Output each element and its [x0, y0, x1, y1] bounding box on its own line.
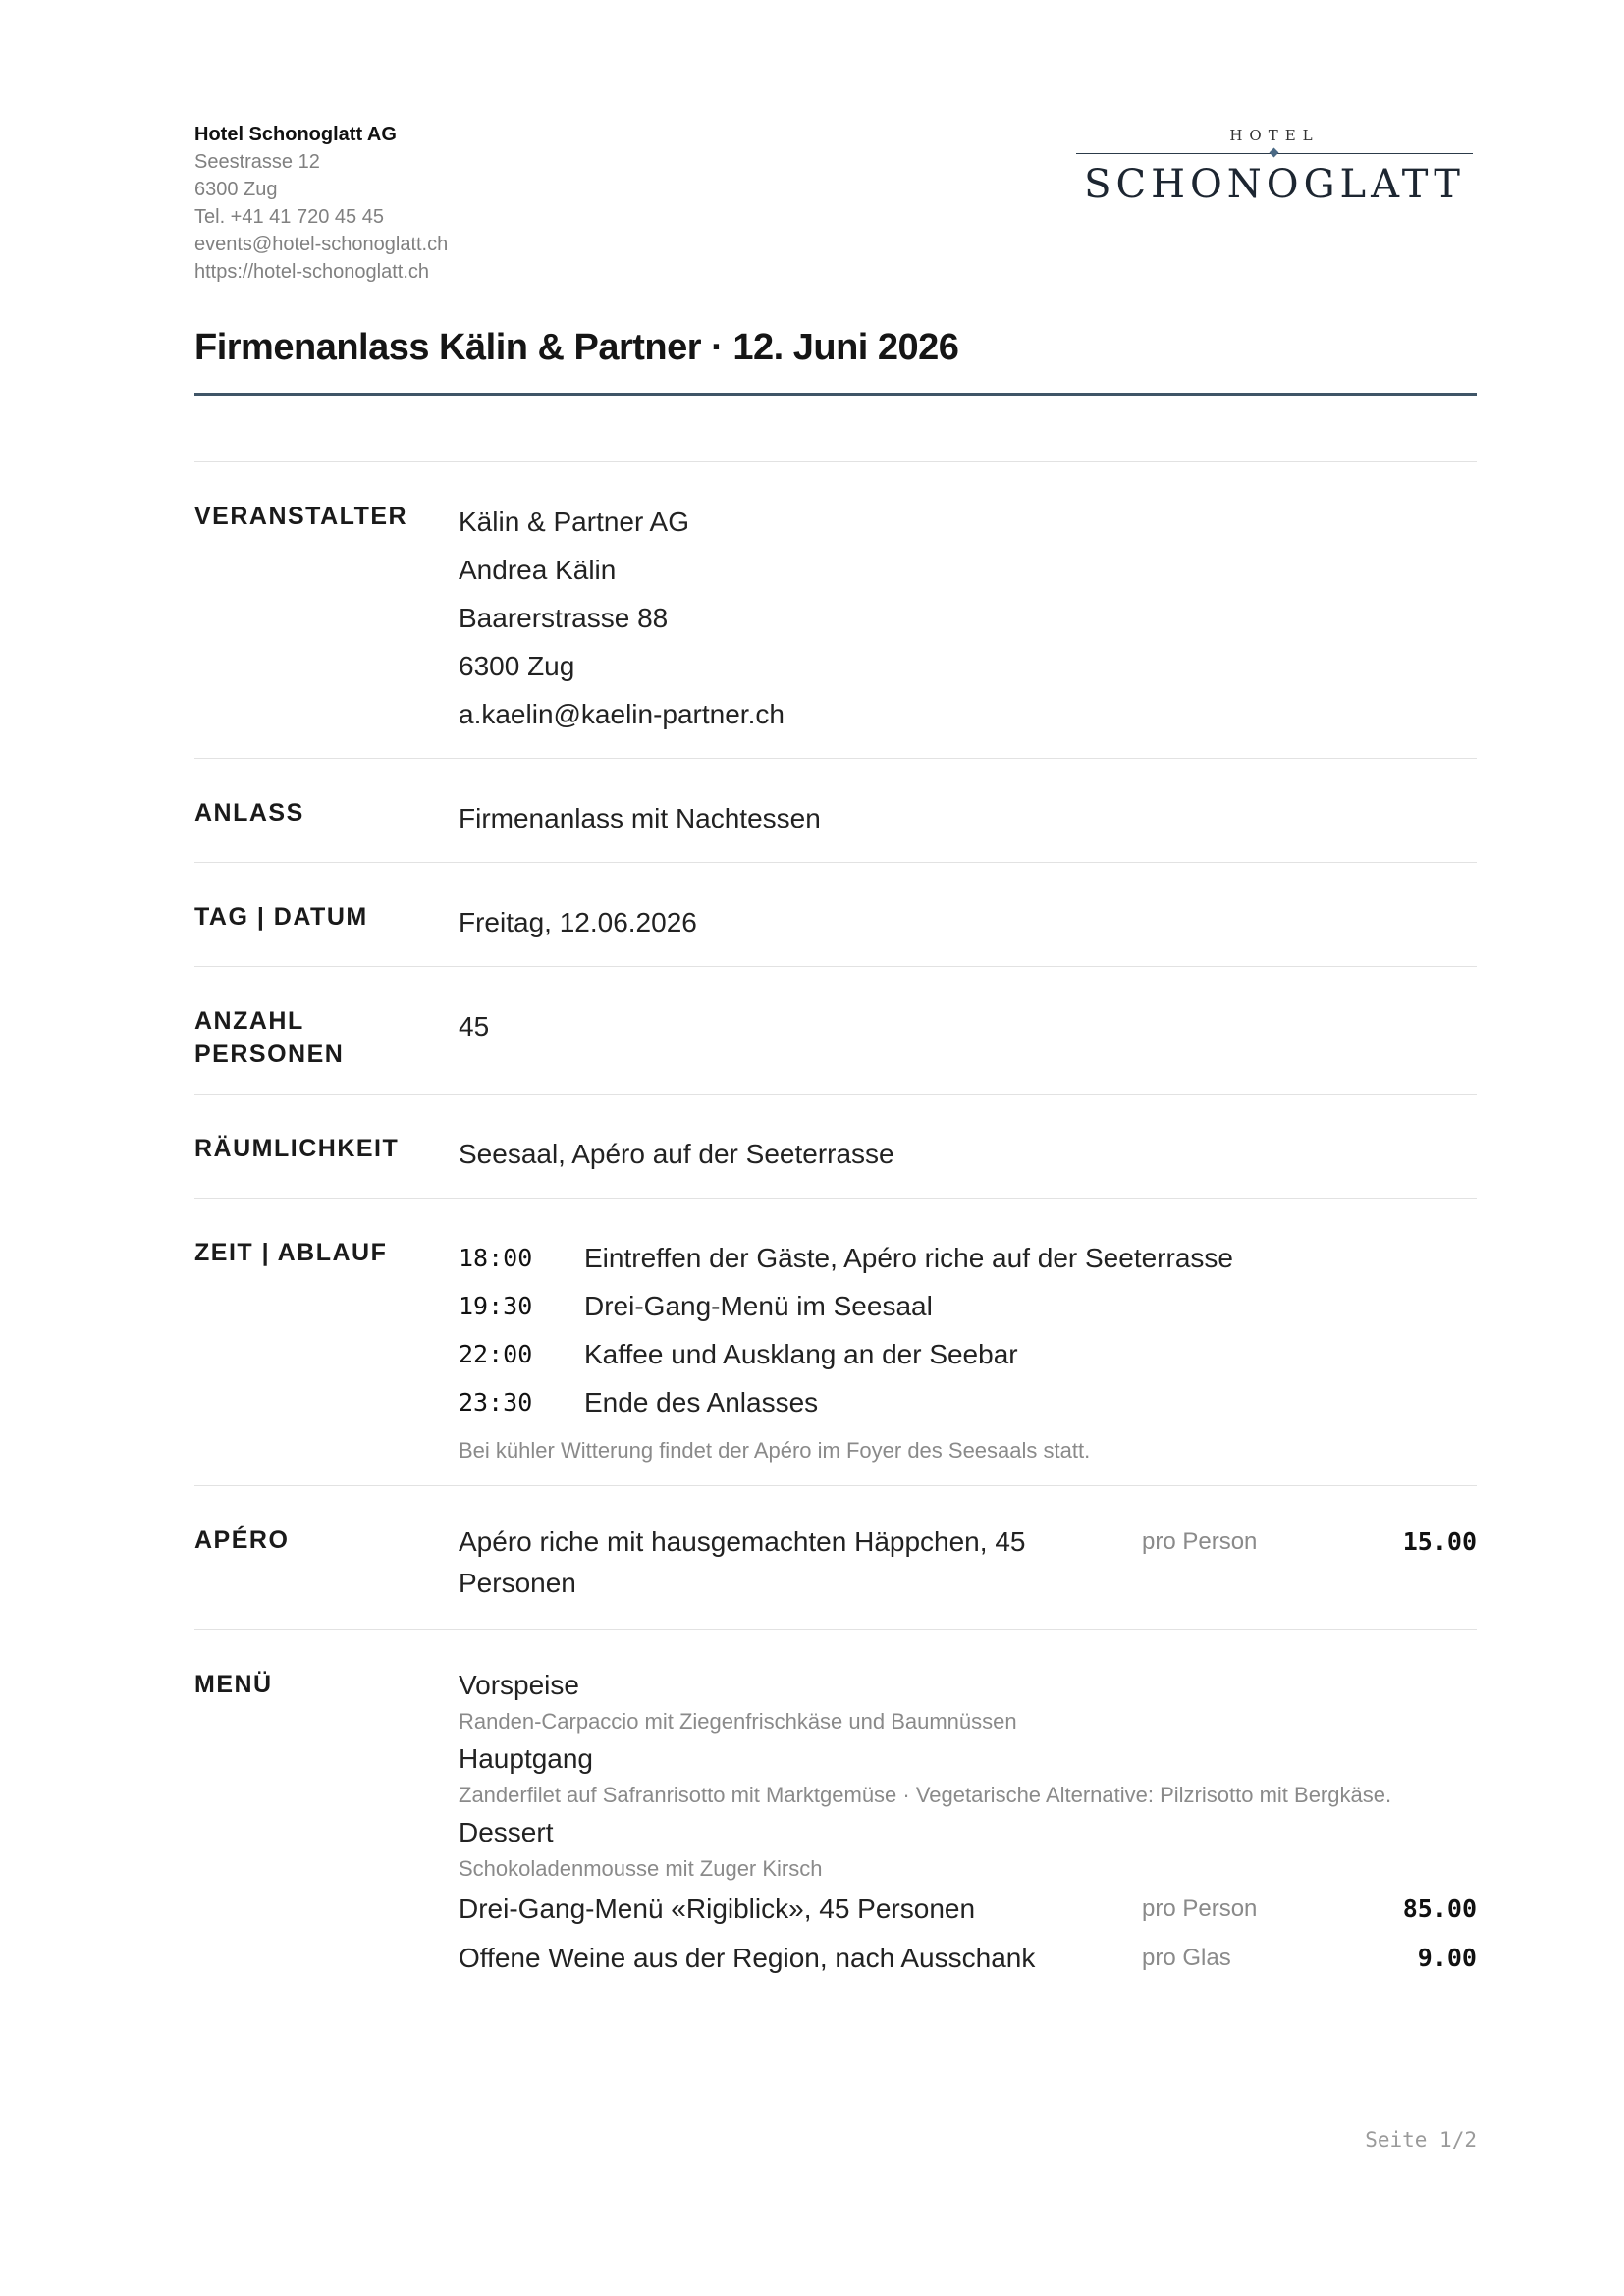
row-raum: [194, 1094, 1477, 1198]
course-name: Hauptgang: [459, 1743, 594, 1774]
price-description: Apéro riche mit hausgemachten Häppchen, 45 Personen: [459, 1526, 1026, 1598]
row-label: APÉRO: [194, 1526, 290, 1554]
organizer-contact: Andrea Kälin: [459, 555, 617, 585]
timeline-time: 19:30: [459, 1292, 533, 1320]
row-ablauf: [194, 1198, 1477, 1485]
row-anlass: [194, 758, 1477, 862]
price-amount: 85.00: [1402, 1895, 1477, 1923]
timeline-text: Eintreffen der Gäste, Apéro riche auf der Seeterrasse: [584, 1243, 1233, 1273]
timeline-text: Ende des Anlasses: [584, 1387, 819, 1417]
row-content: [459, 863, 1477, 966]
timeline-note: Bei kühler Witterung findet der Apéro im Foyer des Seesaals statt.: [459, 1438, 1091, 1463]
course-description: Randen-Carpaccio mit Ziegenfrischkäse und Baumnüssen: [459, 1709, 1017, 1734]
logo-hotel-text: HOTEL: [1229, 127, 1320, 144]
row-label: ANZAHL PERSONEN: [194, 1007, 345, 1068]
logo-rule: [1076, 146, 1473, 160]
hotel-logo: [1076, 125, 1473, 209]
row-label: RÄUMLICHKEIT: [194, 1135, 400, 1162]
sender-website: https://hotel-schonoglatt.ch: [194, 261, 430, 283]
event-type: Firmenanlass mit Nachtessen: [459, 803, 821, 833]
price-amount: 9.00: [1417, 1944, 1477, 1972]
organizer-company: Kälin & Partner AG: [459, 507, 690, 537]
price-unit: pro Person: [1142, 1896, 1258, 1922]
price-unit: pro Person: [1142, 1528, 1258, 1555]
course-description: Zanderfilet auf Safranrisotto mit Marktgemüse · Vegetarische Alternative: Pilzrisotto mit Bergkäse.: [459, 1783, 1392, 1807]
timeline-time: 23:30: [459, 1388, 533, 1416]
sender-city: 6300 Zug: [194, 179, 278, 200]
row-content: [459, 462, 1477, 758]
timeline-time: 18:00: [459, 1244, 533, 1272]
organizer-street: Baarerstrasse 88: [459, 603, 669, 633]
price-unit: pro Glas: [1142, 1945, 1231, 1971]
sender-phone: Tel. +41 41 720 45 45: [194, 206, 384, 228]
sender-email: events@hotel-schonoglatt.ch: [194, 234, 449, 255]
row-veranstalter: [194, 461, 1477, 758]
row-label: ANLASS: [194, 799, 304, 827]
row-label: ZEIT | ABLAUF: [194, 1239, 388, 1266]
organizer-email: a.kaelin@kaelin-partner.ch: [459, 699, 785, 729]
timeline-item: [459, 1234, 1477, 1282]
row-content: [459, 759, 1477, 862]
row-label: TAG | DATUM: [194, 903, 368, 931]
row-label: VERANSTALTER: [194, 503, 408, 530]
timeline-item: [459, 1330, 1477, 1378]
price-line: [459, 1889, 1477, 1930]
price-line: [459, 1522, 1477, 1604]
row-content: [459, 1199, 1477, 1485]
course-name: Dessert: [459, 1817, 554, 1847]
timeline-text: Drei-Gang-Menü im Seesaal: [584, 1291, 933, 1321]
logo-name-text: SCHONOGLATT: [1084, 162, 1465, 207]
venue: Seesaal, Apéro auf der Seeterrasse: [459, 1139, 894, 1169]
price-description: Offene Weine aus der Region, nach Ausschank: [459, 1943, 1036, 1973]
row-menu: [194, 1629, 1477, 1999]
organizer-city: 6300 Zug: [459, 651, 575, 681]
timeline-item: [459, 1282, 1477, 1330]
row-personen: [194, 966, 1477, 1094]
guest-count: 45: [459, 1011, 490, 1041]
course-description: Schokoladenmousse mit Zuger Kirsch: [459, 1856, 823, 1881]
row-content: [459, 1095, 1477, 1198]
row-apero: [194, 1485, 1477, 1629]
price-line: [459, 1938, 1477, 1979]
price-amount: 15.00: [1402, 1527, 1477, 1556]
row-label: MENÜ: [194, 1671, 273, 1698]
row-datum: [194, 862, 1477, 966]
diamond-icon: [1270, 148, 1279, 158]
timeline-text: Kaffee und Ausklang an der Seebar: [584, 1339, 1018, 1369]
sender-street: Seestrasse 12: [194, 151, 320, 173]
sender-name: Hotel Schonoglatt AG: [194, 124, 397, 145]
page-number: Seite 1/2: [1365, 2128, 1477, 2152]
timeline-time: 22:00: [459, 1340, 533, 1368]
price-description: Drei-Gang-Menü «Rigiblick», 45 Personen: [459, 1894, 976, 1924]
row-content: [459, 967, 1477, 1094]
event-details: [194, 461, 1477, 1999]
row-content: [459, 1486, 1477, 1629]
document-title: Firmenanlass Kälin & Partner · 12. Juni 2026: [194, 327, 959, 368]
event-date: Freitag, 12.06.2026: [459, 907, 697, 937]
row-content: [459, 1630, 1477, 1999]
timeline-item: [459, 1378, 1477, 1426]
course-name: Vorspeise: [459, 1670, 579, 1700]
sender-address: [194, 121, 448, 286]
title-divider: [194, 393, 1477, 396]
